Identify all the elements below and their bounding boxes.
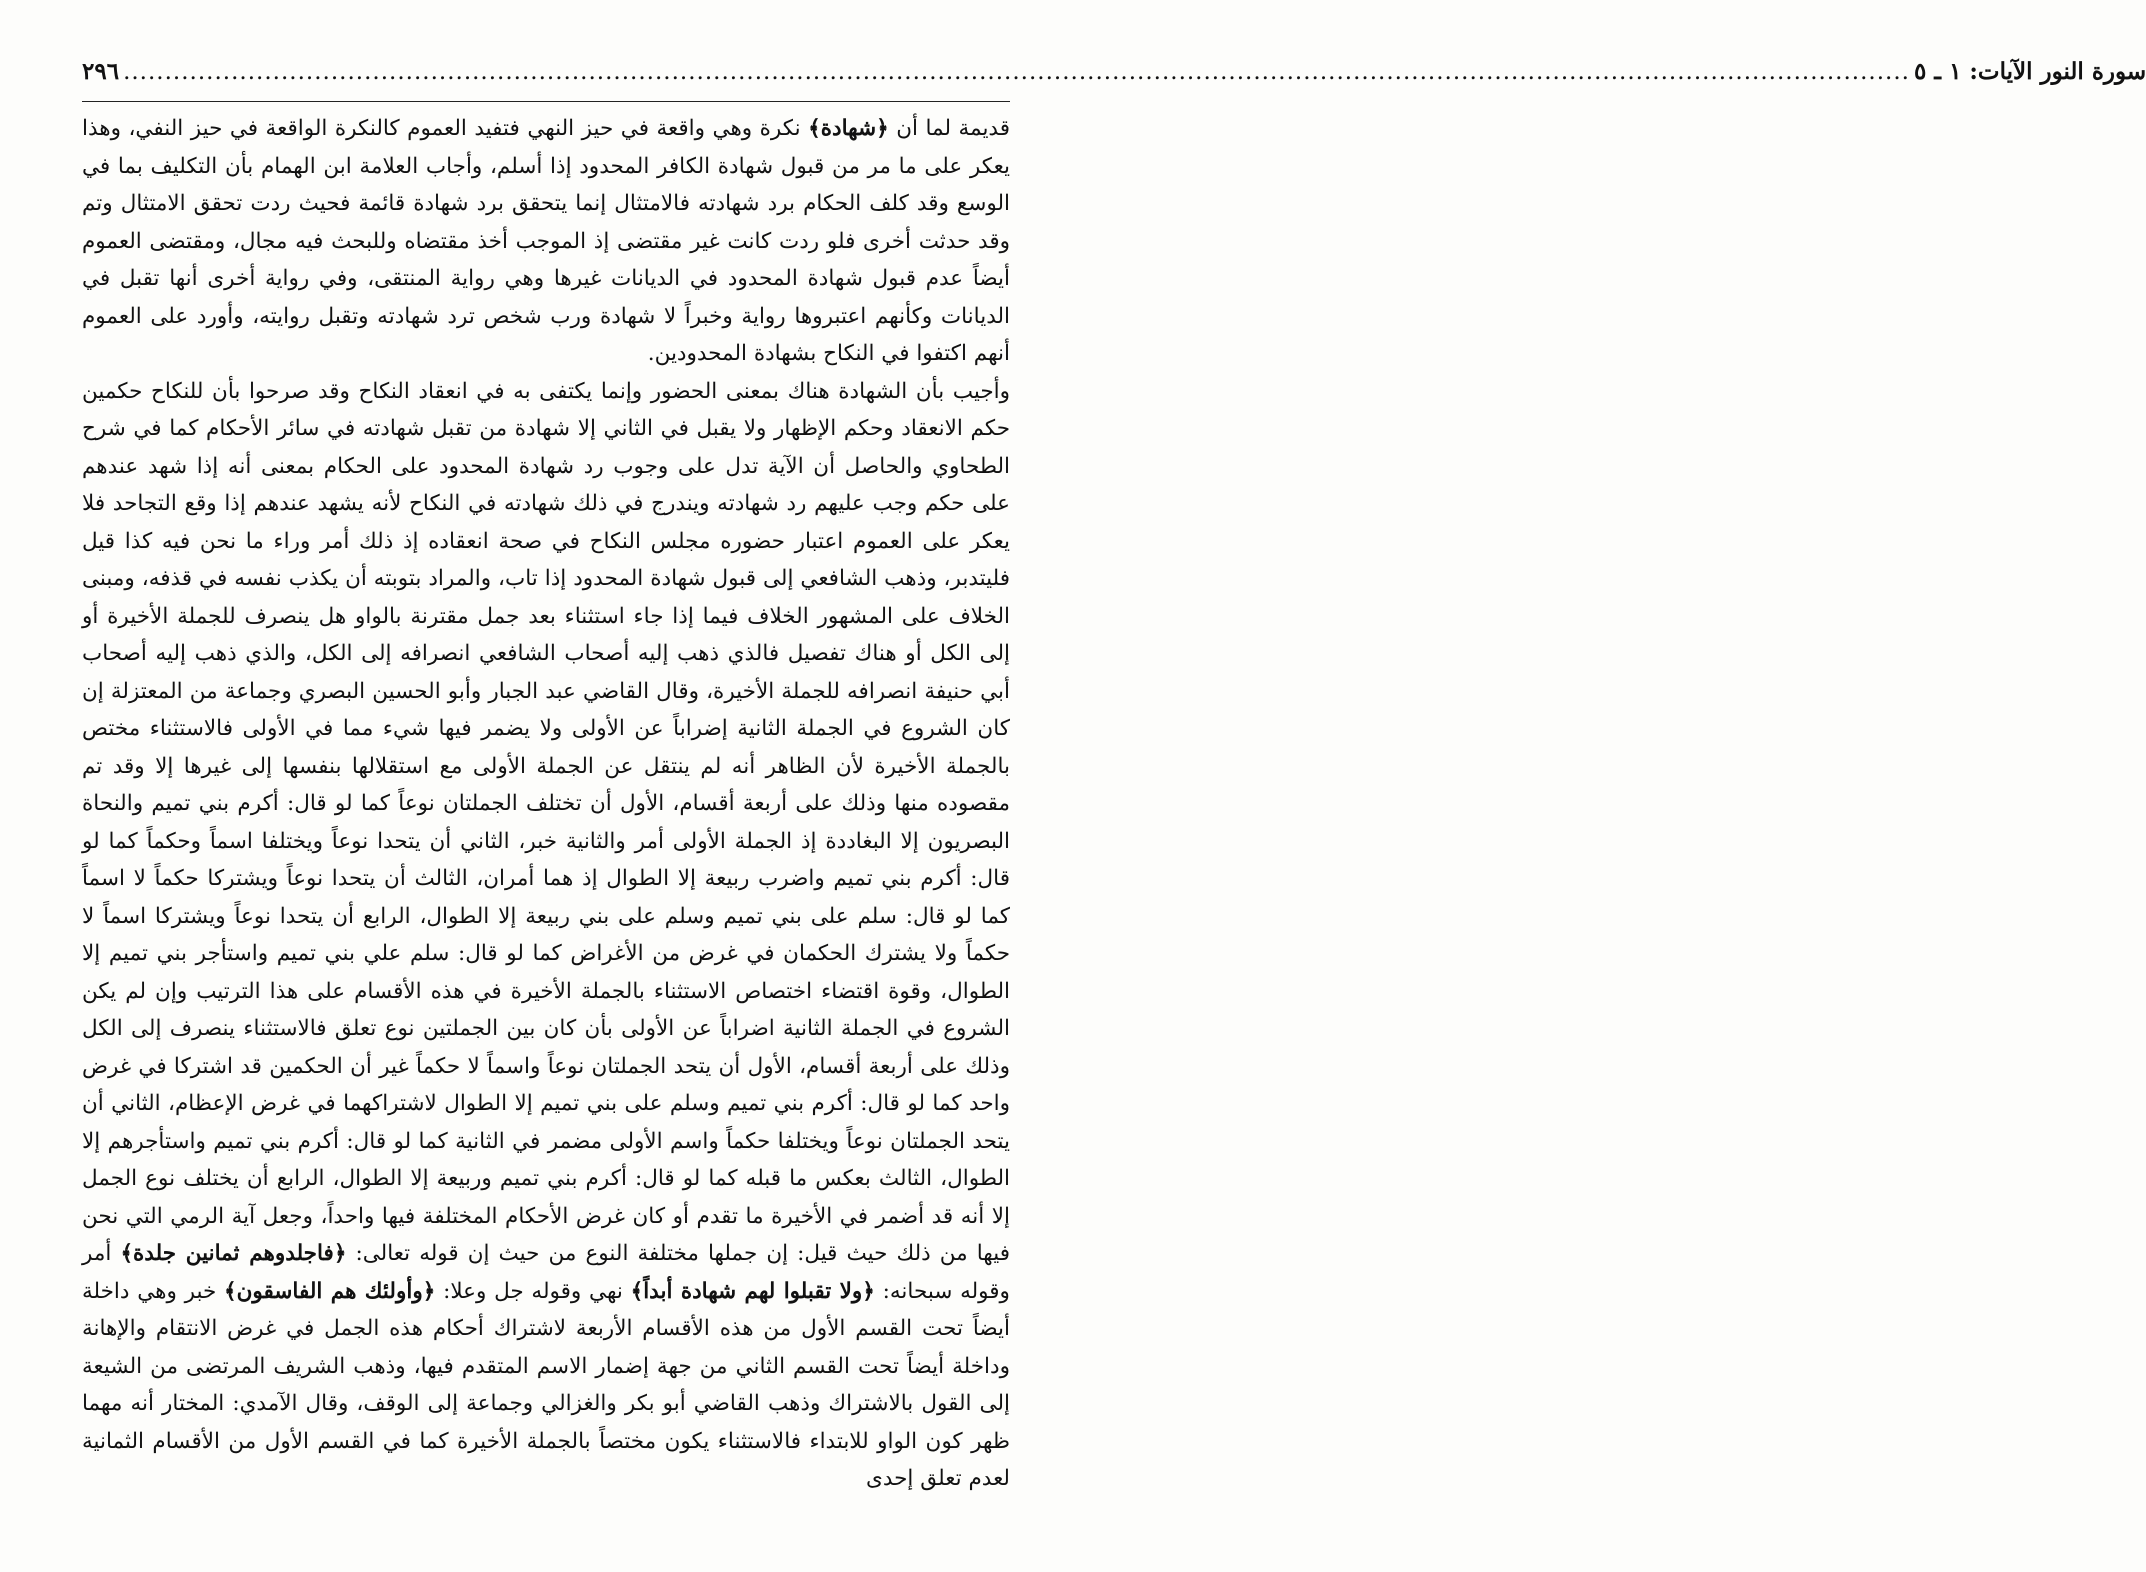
paragraph-1 [82, 110, 1010, 373]
header-rule [82, 101, 1010, 102]
text-run: نكرة وهي واقعة في حيز النهي فتفيد العموم كالنكرة الواقعة في حيز النفي، وهذا يعكر على ما مر من قبول شهادة الكافر المحدود إذا أسلم، وأجاب العلامة ابن الهمام بأن التكليف بما في الوسع وقد كلف الحكام برد شهادته فالامتثال إنما يتحقق برد شهادة قائمة فحيث ردت تحقق الامتثال وتم وقد حدثت أخرى فلو ردت كانت غير مقتضى إذ الموجب أخذ مقتضاه وللبحث فيه مجال، ومقتضى العموم أيضاً عدم قبول شهادة المحدود في الديانات غيرها وهي رواية المنتقى، وفي رواية أخرى أنها تقبل في الديانات وكأنهم اعتبروها رواية وخبراً لا شهادة ورب شخص ترد شهادته وتقبل روايته، وأورد على العموم أنهم اكتفوا في النكاح بشهادة المحدودين. [82, 116, 1010, 366]
quran-quote [224, 1279, 435, 1304]
text-run: نهي وقوله جل وعلا: [443, 1278, 623, 1304]
ornate-bracket-close: ﴾ [808, 116, 821, 141]
quote-text: فاجلدوهم ثمانين جلدة [133, 1241, 334, 1266]
ornate-bracket-close: ﴾ [630, 1278, 644, 1304]
text-run: قديمة لما أن [896, 116, 1010, 141]
header-leader-dots: ....................................................................................................................................................................................................................... [123, 59, 1910, 85]
main-text [82, 110, 1010, 1545]
running-header [82, 58, 2146, 98]
ornate-bracket-open: ﴿ [876, 116, 889, 141]
quote-text: ولا تقبلوا لهم شهادة أبداً [643, 1278, 863, 1304]
ornate-bracket-open: ﴿ [862, 1278, 875, 1304]
page-number: ٢٩٦ [82, 58, 120, 85]
quran-quote [631, 1279, 875, 1304]
ornate-bracket-close: ﴾ [120, 1241, 134, 1266]
quote-text: وأولئك هم الفاسقون [236, 1278, 423, 1304]
text-run: خبر وهي داخلة أيضاً تحت القسم الأول من هذه الأقسام الأربعة لاشتراك أحكام هذه الجمل في غرض الانتقام والإهانة وداخلة أيضاً تحت القسم الثاني من جهة إضمار الاسم المتقدم فيها، وذهب الشريف المرتضى من الشيعة إلى القول بالاشتراك وذهب القاضي أبو بكر والغزالي وجماعة إلى الوقف، وقال الآمدي: المختار أنه مهما ظهر كون الواو للابتداء فالاستثناء يكون مختصاً بالجملة الأخيرة كما في القسم الأول من الأقسام الثمانية لعدم تعلق إحدى [82, 1278, 1010, 1491]
text-run: أمر وقوله سبحانه: [82, 1241, 1010, 1304]
ornate-bracket-open: ﴿ [333, 1241, 347, 1266]
ornate-bracket-close: ﴾ [224, 1278, 237, 1304]
quote-text: شهادة [820, 116, 877, 141]
quran-quote [808, 116, 889, 141]
paragraph-2 [82, 373, 1010, 1498]
ornate-bracket-open: ﴿ [422, 1278, 436, 1304]
quran-quote [120, 1241, 346, 1266]
chapter-title: سورة النور الآيات: ١ ـ ٥ [1913, 58, 2146, 85]
text-run: وأجيب بأن الشهادة هناك بمعنى الحضور وإنما يكتفى به في انعقاد النكاح وقد صرحوا بأن للنكاح حكمين حكم الانعقاد وحكم الإظهار ولا يقبل في الثاني إلا شهادة من تقبل شهادته في سائر الأحكام كما في شرح الطحاوي والحاصل أن الآية تدل على وجوب رد شهادة المحدود على الحكام بمعنى أنه إذا شهد عندهم على حكم وجب عليهم رد شهادته ويندرج في ذلك شهادته في النكاح لأنه يشهد عندهم إذا وقع التجاحد فلا يعكر على العموم اعتبار حضوره مجلس النكاح في صحة انعقاده إذ ذلك أمر وراء ما نحن فيه كذا قيل فليتدبر، وذهب الشافعي إلى قبول شهادة المحدود إذا تاب، والمراد بتوبته أن يكذب نفسه في قذفه، ومبنى الخلاف على المشهور الخلاف فيما إذا جاء استثناء بعد جمل مقترنة بالواو هل ينصرف للجملة الأخيرة أو إلى الكل أو هناك تفصيل فالذي ذهب إليه أصحاب الشافعي انصرافه إلى الكل، والذي ذهب إليه أصحاب أبي حنيفة انصرافه للجملة الأخيرة، وقال القاضي عبد الجبار وأبو الحسين البصري وجماعة من المعتزلة إن كان الشروع في الجملة الثانية إضراباً عن الأولى ولا يضمر فيها شيء مما في الأولى فالاستثناء مختص بالجملة الأخيرة لأن الظاهر أنه لم ينتقل عن الجملة الأولى مع استقلالها بنفسها إلى غيرها إلا وقد تم مقصوده منها وذلك على أربعة أقسام، الأول أن تختلف الجملتان نوعاً كما لو قال: أكرم بني تميم والنحاة البصريون إلا البغاددة إذ الجملة الأولى أمر والثانية خبر، الثاني أن يتحدا نوعاً ويختلفا اسماً وحكماً كما لو قال: أكرم بني تميم واضرب ربيعة إلا الطوال إذ هما أمران، الثالث أن يتحدا نوعاً ويشتركا حكماً لا اسماً كما لو قال: سلم على بني تميم وسلم على بني ربيعة إلا الطوال، الرابع أن يتحدا نوعاً ويشتركا اسماً لا حكماً ولا يشترك الحكمان في غرض من الأغراض كما لو قال: سلم علي بني تميم واستأجر بني تميم إلا الطوال، وقوة اقتضاء اختصاص الاستثناء بالجملة الأخيرة في هذه الأقسام على هذا الترتيب وإن لم يكن الشروع في الجملة الثانية اضراباً عن الأولى بأن كان بين الجملتين نوع تعلق فالاستثناء ينصرف إلى الكل وذلك على أربعة أقسام، الأول أن يتحد الجملتان نوعاً واسماً لا حكماً غير أن الحكمين قد اشتركا في غرض واحد كما لو قال: أكرم بني تميم وسلم على بني تميم إلا الطوال لاشتراكهما في غرض الإعظام، الثاني أن يتحد الجملتان نوعاً ويختلفا حكماً واسم الأولى مضمر في الثانية كما لو قال: أكرم بني تميم واستأجرهم إلا الطوال، الثالث بعكس ما قبله كما لو قال: أكرم بني تميم وربيعة إلا الطوال، الرابع أن يختلف نوع الجمل إلا أنه قد أضمر في الأخيرة ما تقدم أو كان غرض الأحكام المختلفة فيها واحداً، وجعل آية الرمي التي نحن فيها من ذلك حيث قيل: إن جملها مختلفة النوع من حيث إن قوله تعالى: [82, 378, 1010, 1266]
